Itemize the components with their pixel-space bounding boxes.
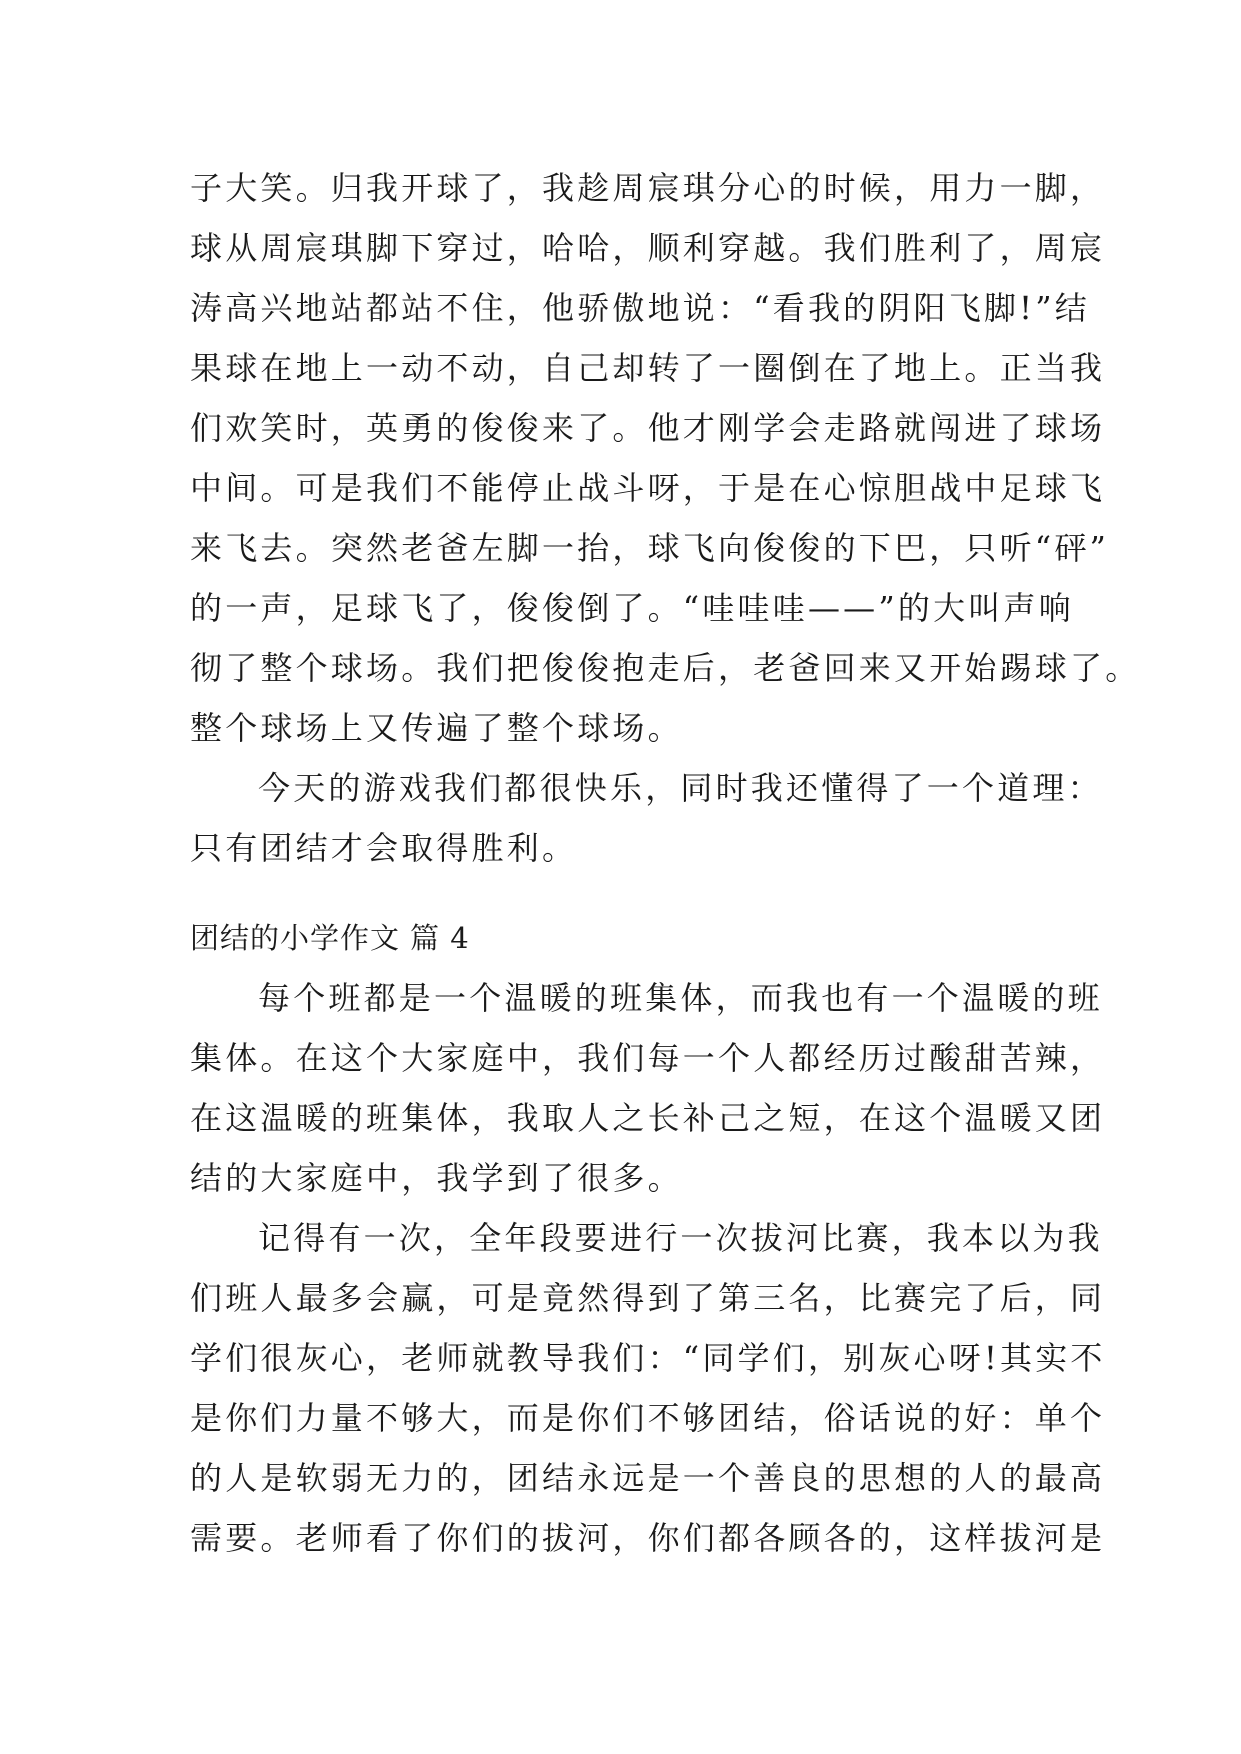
text-line: 们班人最多会赢，可是竟然得到了第三名，比赛完了后，同: [190, 1279, 1106, 1317]
text-line: 是你们力量不够大，而是你们不够团结，俗话说的好：单个: [190, 1399, 1106, 1437]
text-line: 子大笑。归我开球了，我趁周宸琪分心的时候，用力一脚，: [190, 169, 1106, 207]
text-line: 们欢笑时，英勇的俊俊来了。他才刚学会走路就闯进了球场: [190, 409, 1106, 447]
text-line: 彻了整个球场。我们把俊俊抱走后，老爸回来又开始踢球了。: [190, 649, 1141, 687]
essay-4-body: [190, 968, 1106, 1568]
text-line: 集体。在这个大家庭中，我们每一个人都经历过酸甜苦辣，: [190, 1039, 1106, 1077]
paragraph-first-line: 今天的游戏我们都很快乐，同时我还懂得了一个道理：: [258, 769, 1103, 807]
text-line: 中间。可是我们不能停止战斗呀，于是在心惊胆战中足球飞: [190, 469, 1106, 507]
essay-3-ending: [190, 158, 1141, 878]
text-line: 涛高兴地站都站不住，他骄傲地说：“看我的阴阳飞脚!”结: [190, 289, 1090, 327]
section-heading: [190, 908, 470, 968]
text-line: 的人是软弱无力的，团结永远是一个善良的思想的人的最高: [190, 1459, 1106, 1497]
text-line: 球从周宸琪脚下穿过，哈哈，顺利穿越。我们胜利了，周宸: [190, 229, 1106, 267]
paragraph-first-line: 每个班都是一个温暖的班集体，而我也有一个温暖的班: [258, 979, 1103, 1017]
text-line: 果球在地上一动不动，自己却转了一圈倒在了地上。正当我: [190, 349, 1106, 387]
text-line: 在这温暖的班集体，我取人之长补己之短，在这个温暖又团: [190, 1099, 1106, 1137]
text-line: 结的大家庭中，我学到了很多。: [190, 1159, 683, 1197]
paragraph-first-line: 记得有一次，全年段要进行一次拔河比赛，我本以为我: [258, 1219, 1103, 1257]
text-line: 需要。老师看了你们的拔河，你们都各顾各的，这样拔河是: [190, 1519, 1106, 1557]
text-line: 只有团结才会取得胜利。: [190, 829, 578, 867]
text-line: 整个球场上又传遍了整个球场。: [190, 709, 683, 747]
section-number: 篇 4: [410, 921, 470, 955]
section-title: 团结的小学作文: [190, 921, 401, 955]
text-line: 的一声，足球飞了，俊俊倒了。“哇哇哇——”的大叫声响: [190, 589, 1074, 627]
text-line: 来飞去。突然老爸左脚一抬，球飞向俊俊的下巴，只听“砰”: [190, 529, 1110, 567]
text-line: 学们很灰心，老师就教导我们：“同学们，别灰心呀!其实不: [190, 1339, 1106, 1377]
